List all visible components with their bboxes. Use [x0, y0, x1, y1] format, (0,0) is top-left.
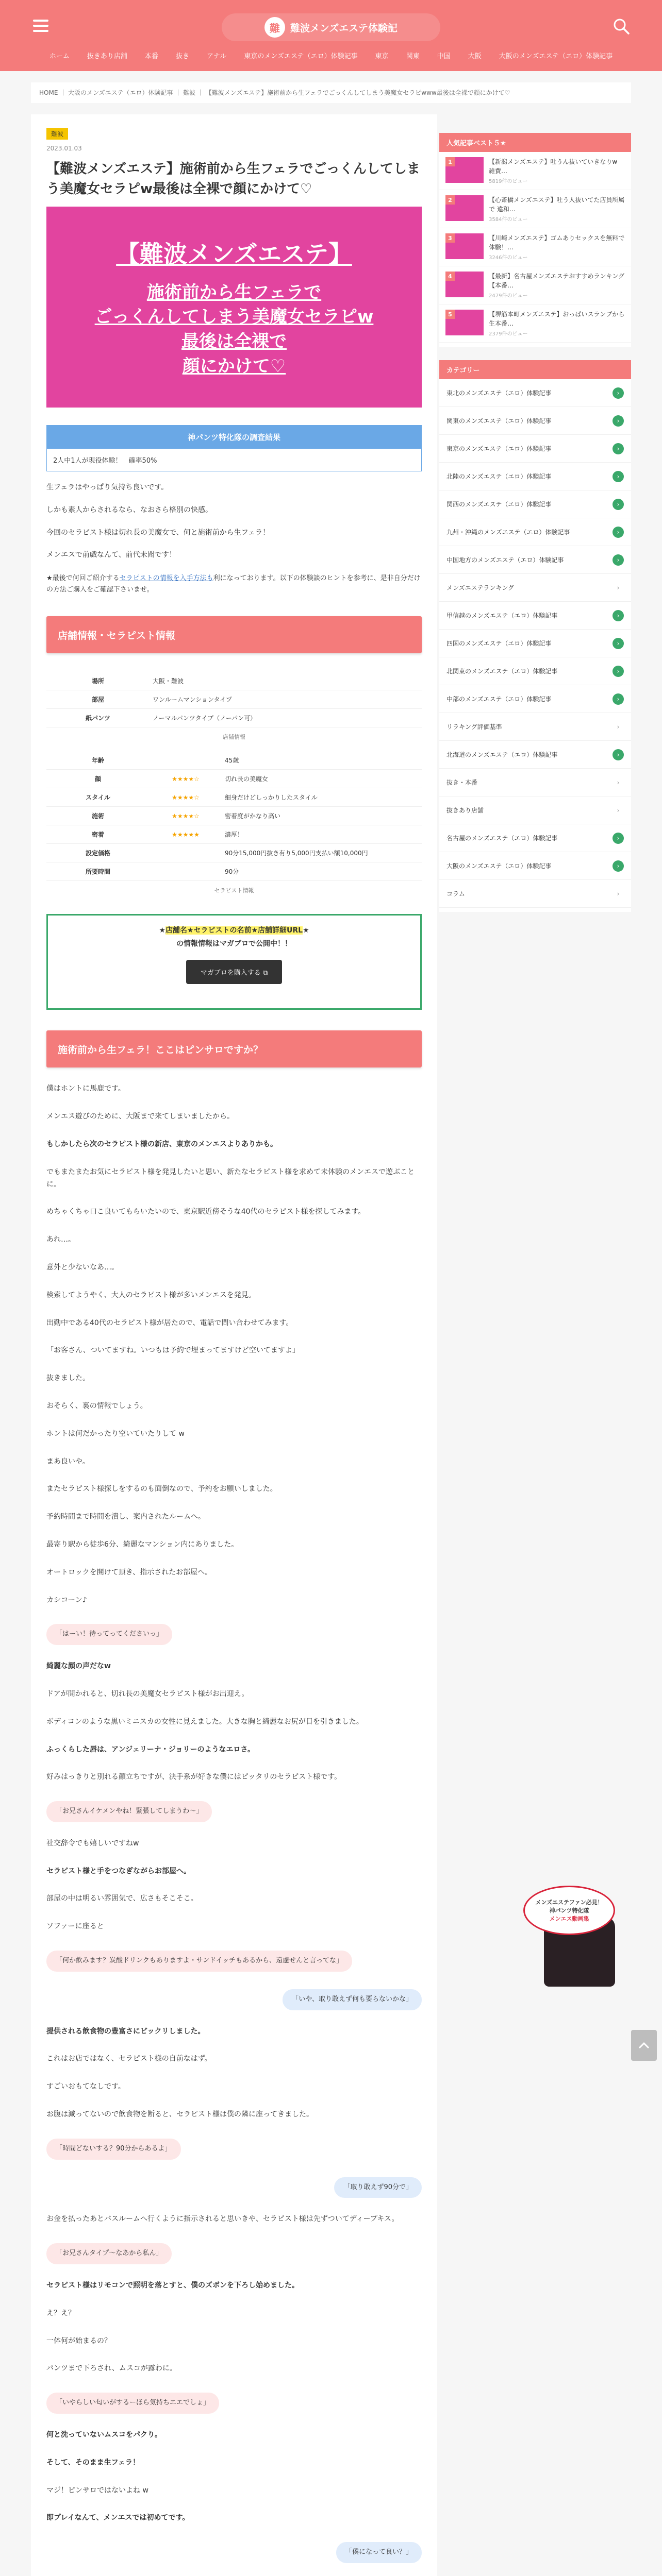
hero-line: 最後は全裸で [181, 331, 287, 352]
widget-title: カテゴリー [439, 360, 631, 379]
rank-number: 2 [445, 195, 455, 205]
note-link[interactable]: セラピストの情報を入手方法も [119, 574, 213, 583]
hero-line: 施術前から生フェラで [146, 282, 322, 303]
therapist-row [46, 844, 422, 862]
chevron-right-icon: › [613, 860, 624, 872]
nav-item[interactable]: 大阪のメンズエステ（エロ）体験記事 [499, 53, 613, 60]
speech-row [46, 1606, 422, 1645]
category-item[interactable] [439, 824, 631, 852]
row-key: 密着 [46, 825, 150, 844]
body-text: あれ…。 [46, 1235, 75, 1244]
row-key: 設定価格 [46, 844, 150, 862]
scroll-top-button[interactable] [631, 2030, 657, 2061]
category-item[interactable] [439, 852, 631, 880]
logo-badge: 難 [264, 17, 285, 38]
ranking-views: 3584件のビュー [489, 217, 528, 223]
body-text: オートロックを開けて頂き、指示されたお部屋へ。 [46, 1568, 212, 1577]
therapist-row [46, 788, 422, 807]
category-item[interactable] [439, 435, 631, 463]
speech-bubble: 「時間どないする？90分からあるよ」 [46, 2139, 181, 2160]
category-badge[interactable]: 難波 [46, 128, 68, 140]
category-item[interactable] [439, 379, 631, 407]
body-text: セラピスト様はリモコンで照明を落とすと、僕のズボンを下ろし始めました。 [46, 2281, 299, 2290]
speech-bubble: 「はーい！待ってってくださいっ」 [46, 1624, 172, 1645]
speech-bubble: 「お兄さんタイプ〜なあから私ん」 [46, 2243, 172, 2264]
row-key: 年齢 [46, 751, 150, 770]
speech-bubble: 「僕になって良い？」 [336, 2542, 422, 2563]
ranking-views: 2379件のビュー [489, 331, 528, 337]
chevron-right-icon: › [617, 584, 620, 591]
row-key: 部屋 [46, 690, 150, 709]
body-text: 抜きました。 [46, 1374, 90, 1383]
buy-magablo-button[interactable] [186, 960, 282, 984]
chevron-right-icon: › [613, 610, 624, 621]
speech-row [46, 2160, 422, 2198]
chevron-right-icon: › [613, 749, 624, 760]
article-main [31, 114, 437, 2576]
body-text: マジ！ピンサロではないよね w [46, 2486, 148, 2495]
speech-row [46, 1972, 422, 2010]
category-item[interactable] [439, 602, 631, 630]
chevron-right-icon: › [617, 723, 620, 731]
chevron-right-icon: › [613, 693, 624, 705]
body-text: でもまたまたお気にセラピスト様を発見したいと思い、新たなセラピスト様を求めて未体験のメンエスで遊ぶことに。 [46, 1167, 415, 1189]
category-item[interactable] [439, 880, 631, 908]
intro-text: しかも素人からされるなら、なおさら格別の快感。 [46, 505, 212, 514]
ranking-thumbnail [445, 310, 484, 335]
ad-line: 神パンツ特化隊 [549, 1907, 589, 1914]
body-text: 検索してようやく、大人のセラピスト様が多いメンエスを発見。 [46, 1291, 256, 1299]
speech-bubble: 「何か飲みます？炭酸ドリンクもありますよ・サンドイッチもあるから、遠慮せんと言ってな」 [46, 1951, 352, 1972]
body-text: メンエス遊びのために、大阪まで来てしまいましたから。 [46, 1112, 234, 1121]
category-label: 関東のメンズエステ（エロ）体験記事 [446, 417, 552, 425]
buy-label: マガブロを購入する [200, 969, 261, 977]
category-label: 東京のメンズエステ（エロ）体験記事 [446, 445, 552, 452]
ranking-item[interactable] [439, 152, 631, 190]
chevron-right-icon: › [613, 638, 624, 649]
intro-text: 今回のセラピスト様は切れ長の美魔女で、何と施術前から生フェラ！ [46, 528, 270, 537]
therapist-row [46, 807, 422, 825]
category-item[interactable] [439, 630, 631, 657]
body-text: カシコーン♪ [46, 1596, 87, 1604]
body-text: 一体何が始まるの？ [46, 2336, 111, 2345]
menu-icon[interactable] [33, 20, 48, 32]
ranking-widget [439, 133, 631, 347]
therapist-row [46, 770, 422, 788]
nav-item[interactable]: 東京 [375, 53, 389, 60]
ranking-thumbnail [445, 157, 484, 183]
chevron-right-icon: › [613, 833, 624, 844]
floating-ad[interactable] [523, 1886, 615, 1987]
body-text: これはお店ではなく、セラピスト様の自前なはず。 [46, 2055, 212, 2063]
category-label: 北関東のメンズエステ（エロ）体験記事 [446, 668, 558, 675]
body-text: 社交辞令でも嬉しいですねw [46, 1839, 139, 1848]
ranking-title: 【心斎橋メンズエステ】吐う人抜いてた店員所属で 違和… [489, 196, 625, 213]
category-label: 関西のメンズエステ（エロ）体験記事 [446, 501, 552, 508]
speech-bubble: 「いや、取り敢えず何も要らないかな」 [283, 1989, 422, 2010]
row-value: ワンルームマンションタイプ [150, 690, 422, 709]
body-text: 意外と少ないなあ…。 [46, 1263, 119, 1272]
speech-row [46, 2226, 422, 2264]
speech-row [46, 2375, 422, 2414]
body-text: 「お客さん、ついてますね。いつもは予約で埋まってますけど空いてますよ」 [46, 1346, 300, 1355]
category-item[interactable] [439, 796, 631, 824]
table-caption: 店舗情報 [223, 734, 245, 741]
rank-number: 1 [445, 157, 455, 166]
rating-stars [150, 844, 222, 862]
ad-line: メンエス動画集 [549, 1916, 589, 1922]
body-text: 提供される飲食物の豊富さにビックリしました。 [46, 2027, 205, 2036]
nav-item[interactable]: 大阪 [468, 53, 482, 60]
body-text: 出勤中である40代のセラピスト様が居たので、電話で問い合わせてみます。 [46, 1318, 293, 1327]
category-label: 名古屋のメンズエステ（エロ）体験記事 [446, 835, 558, 842]
note-text: 利になっております。以下の体験談のヒントを参考に、是非自分だけの方法ご購入をご確認下さいませ。 [46, 574, 421, 594]
category-label: リラキング評価基準 [446, 723, 502, 731]
chevron-right-icon: › [617, 806, 620, 814]
therapist-info-table [46, 751, 422, 881]
category-label: 大阪のメンズエステ（エロ）体験記事 [446, 862, 552, 870]
chevron-right-icon: › [617, 890, 620, 897]
category-item[interactable] [439, 657, 631, 685]
chevron-up-icon [638, 2042, 650, 2049]
ranking-thumbnail [445, 233, 484, 259]
category-item[interactable] [439, 685, 631, 713]
ranking-text [489, 195, 625, 223]
table-caption: セラピスト情報 [214, 887, 254, 894]
nav-item[interactable]: 関東 [406, 53, 420, 60]
row-value: 細身だけどしっかりしたスタイル [222, 788, 422, 807]
ranking-text [489, 233, 625, 261]
body-text: 何と洗っていないムスコをパクり。 [46, 2431, 162, 2439]
category-label: 中国地方のメンズエステ（エロ）体験記事 [446, 556, 564, 564]
banner-line [48, 925, 420, 935]
rank-number: 3 [445, 233, 455, 243]
category-item[interactable] [439, 407, 631, 435]
therapist-row [46, 825, 422, 844]
widget-title: 人気記事ベスト５★ [439, 133, 631, 152]
category-label: 九州・沖縄のメンズエステ（エロ）体験記事 [446, 529, 570, 536]
row-value: 密着度がかなり高い [222, 807, 422, 825]
section-heading: 店舗情報・セラピスト情報 [46, 616, 422, 653]
body-text: 部屋の中は明るい雰囲気で、広さもそこそこ。 [46, 1894, 198, 1903]
survey-box [46, 425, 422, 471]
row-value: 90分15,000円抜き有り5,000円支払い額10,000円 [222, 844, 422, 862]
ranking-thumbnail [445, 195, 484, 221]
body-text: ソファーに座ると [46, 1922, 104, 1931]
speech-bubble: 「取り敢えず90分で」 [334, 2177, 422, 2198]
magablo-banner [46, 914, 422, 1010]
row-value: 大阪・難波 [150, 672, 422, 690]
ranking-views: 5819件のビュー [489, 179, 528, 184]
chevron-right-icon: › [613, 527, 624, 538]
survey-title: 神パンツ特化隊の調査結果 [47, 426, 421, 449]
body-text: ドアが開かれると、切れ長の美魔女セラピスト様がお出迎え。 [46, 1689, 249, 1698]
chevron-right-icon: › [613, 554, 624, 566]
rating-stars [150, 751, 222, 770]
speech-row [46, 1784, 422, 1822]
ad-badge [523, 1886, 615, 1935]
intro-text: メンエスで前戯なんて、前代未聞です！ [46, 551, 176, 560]
body-text: すごいおもてなしです。 [46, 2082, 125, 2091]
ranking-views: 3246件のビュー [489, 255, 528, 261]
row-key: 所要時間 [46, 862, 150, 881]
survey-text: 2人中1人が現役体験！ 確率50% [53, 457, 157, 465]
hero-line: ごっくんしてしまう美魔女セラピw [94, 307, 374, 328]
article-body [46, 1083, 422, 2576]
shop-row [46, 672, 422, 690]
post-date: 2023.01.03 [46, 145, 82, 152]
body-text: え？え？ [46, 2309, 75, 2317]
body-text: ボディコンのような黒いミニスカの女性に見えました。大きな胸と綺麗なお尻が目を引きました。 [46, 1717, 363, 1726]
category-item[interactable] [439, 713, 631, 741]
row-value: 濃厚！ [222, 825, 422, 844]
category-label: 甲信越のメンズエステ（エロ）体験記事 [446, 612, 558, 619]
shop-row [46, 709, 422, 727]
category-label: 東北のメンズエステ（エロ）体験記事 [446, 389, 552, 397]
nav-item[interactable]: 東京のメンズエステ（エロ）体験記事 [244, 53, 358, 60]
body-text: パンツまで下ろされ、ムスコが露わに。 [46, 2364, 177, 2373]
logo-text: 難波メンズエステ体験記 [290, 22, 398, 34]
chevron-right-icon: › [613, 499, 624, 510]
therapist-row [46, 751, 422, 770]
shop-row [46, 690, 422, 709]
chevron-right-icon: › [613, 387, 624, 399]
site-logo[interactable] [222, 13, 440, 41]
row-key: スタイル [46, 788, 150, 807]
row-key: 紙パンツ [46, 709, 150, 727]
category-label: 北陸のメンズエステ（エロ）体験記事 [446, 473, 552, 480]
ranking-text [489, 272, 625, 299]
sidebar [439, 133, 631, 925]
ranking-thumbnail [445, 272, 484, 297]
note-text: ★最後で何回ご紹介する [46, 574, 120, 583]
ad-line: メンズエステファン必見！ [535, 1899, 603, 1906]
therapist-row [46, 862, 422, 881]
row-key: 顔 [46, 770, 150, 788]
speech-row [46, 2563, 422, 2576]
category-label: 中部のメンズエステ（エロ）体験記事 [446, 696, 552, 703]
breadcrumb[interactable]: HOME ｜ 大阪のメンズエステ（エロ）体験記事 ｜ 難波 ｜ 【難波メンズエステ】施術前から生フェラでごっくんしてしまう美魔女セラピwww最後は全裸で顔にかけて♡ [31, 82, 631, 103]
category-item[interactable] [439, 574, 631, 602]
body-text: おそらく、裏の情報でしょう。 [46, 1401, 147, 1410]
body-text: ふっくらした唇は、アンジェリーナ・ジョリーのようなエロさ。 [46, 1745, 255, 1754]
nav-item[interactable]: 中国 [437, 53, 451, 60]
category-item[interactable] [439, 769, 631, 796]
ranking-title: 【新潟メンズエステ】吐うん抜いていきなりw 雑費… [489, 158, 618, 175]
intro-text: 生フェラはやっぱり気持ち良いです。 [46, 483, 169, 492]
category-label: 北海道のメンズエステ（エロ）体験記事 [446, 751, 558, 758]
category-label: 四国のメンズエステ（エロ）体験記事 [446, 640, 552, 647]
chevron-right-icon: › [617, 778, 620, 786]
section-heading: 施術前から生フェラ！ここはピンサロですか？ [46, 1030, 422, 1067]
body-text: 即プレイなんて、メンエスでは初めてです。 [46, 2514, 190, 2522]
ranking-item[interactable] [439, 266, 631, 304]
chevron-right-icon: › [613, 443, 624, 454]
shop-info-table [46, 672, 422, 727]
body-text: お金を払ったあとバスルームへ行くように指示されると思いきや、セラピスト様は先ずついてディープキス。 [46, 2215, 399, 2224]
ranking-title: 【川崎メンズエステ】ゴムありセックスを無料で体験！… [489, 234, 625, 251]
rank-number: 5 [445, 310, 455, 319]
rating-stars: ★★★★☆ [150, 788, 222, 807]
hero-line: 顔にかけて♡ [182, 355, 286, 377]
row-value: 切れ長の美魔女 [222, 770, 422, 788]
category-item[interactable] [439, 546, 631, 574]
category-item[interactable] [439, 518, 631, 546]
nav-item[interactable]: 抜き [175, 53, 189, 60]
ranking-item[interactable] [439, 304, 631, 343]
banner-subline: の情報情報はマガブロで公開中！！ [176, 940, 292, 948]
nav-item[interactable]: アナル [206, 53, 227, 60]
row-value: 45歳 [222, 751, 422, 770]
chevron-right-icon: › [613, 471, 624, 482]
nav-item[interactable]: 抜きあり店舗 [87, 53, 127, 60]
speech-row [46, 1933, 422, 1972]
speech-row [46, 2524, 422, 2563]
body-text: ホントは何だかったり空いていたりして w [46, 1429, 185, 1438]
category-label: コラム [446, 890, 465, 897]
rating-stars: ★★★★★ [150, 825, 222, 844]
intro-note [46, 573, 422, 596]
category-label: 抜き・本番 [446, 779, 478, 786]
global-nav [0, 50, 662, 65]
ranking-text [489, 310, 625, 337]
chevron-right-icon: › [613, 666, 624, 677]
row-key: 施術 [46, 807, 150, 825]
hero-title: 【難波メンズエステ】 [116, 240, 352, 268]
body-text: めちゃくちゃ口こ良いてもらいたいので、東京駅近傍そうな40代のセラピスト様を探してみます。 [46, 1208, 366, 1216]
ranking-title: 【最新】名古屋メンズエステおすすめランキング【本番… [489, 273, 625, 289]
ranking-title: 【堺筋本町メンズエステ】おっぱいスランプから生本番… [489, 311, 625, 327]
banner-star: ★ [303, 926, 309, 935]
row-value: ノーマルパンツタイプ（ノーパン可） [150, 709, 422, 727]
banner-star: ★ [159, 926, 166, 935]
speech-row [46, 2121, 422, 2160]
article-title: 【難波メンズエステ】施術前から生フェラでごっくんしてしまう美魔女セラピw最後は全裸で顔にかけて♡ [46, 161, 420, 197]
rank-number: 4 [445, 272, 455, 281]
nav-item[interactable]: ホーム [49, 53, 70, 60]
speech-bubble: 「お兄さんイケメンやね！緊張してしまうわ〜」 [46, 1801, 212, 1822]
ranking-item[interactable] [439, 228, 631, 266]
category-item[interactable] [439, 490, 631, 518]
row-key: 場所 [46, 672, 150, 690]
body-text: 予約時間まで時間を潰し、案内されたルームへ。 [46, 1513, 205, 1521]
body-text: まあ良いや。 [46, 1457, 90, 1466]
rating-stars: ★★★★☆ [150, 770, 222, 788]
speech-bubble: 「いやらしい匂いがするーほら気持ちエエでしょ」 [46, 2393, 219, 2414]
ranking-item[interactable] [439, 190, 631, 228]
body-text: そして、そのまま生フェラ！ [46, 2458, 140, 2467]
hero-image [46, 207, 422, 408]
category-widget [439, 360, 631, 912]
body-text: 好みはっきりと別れる顔立ちですが、決手系が好きな僕にはピッタリのセラピスト様です。 [46, 1773, 342, 1782]
category-label: 抜きあり店舗 [446, 807, 484, 814]
body-text: 僕はホントに馬鹿です。 [46, 1084, 125, 1093]
ranking-views: 2479件のビュー [489, 293, 528, 299]
category-item[interactable] [439, 463, 631, 490]
body-text: 最寄り駅から徒歩6分、綺麗なマンション内にありました。 [46, 1540, 239, 1549]
search-icon[interactable] [613, 18, 630, 35]
body-text: またセラピスト様探しをするのも面倒なので、予約をお願いしました。 [46, 1485, 277, 1494]
category-item[interactable] [439, 741, 631, 769]
banner-highlight: 店舗名★セラピストの名前★店舗詳細URL [165, 926, 303, 935]
external-link-icon: ⧉ [262, 969, 268, 977]
body-text: お腹は減ってないので飲食物を断ると、セラピスト様は僕の隣に座ってきました。 [46, 2110, 313, 2119]
body-text: 綺麗な顔の声だなw [46, 1662, 111, 1671]
rating-stars [150, 862, 222, 881]
chevron-right-icon: › [613, 415, 624, 427]
body-text: もしかしたら次のセラピスト様の新店、東京のメンエスよりありかも。 [46, 1140, 277, 1148]
body-text: セラピスト様と手をつなぎながらお部屋へ。 [46, 1867, 191, 1875]
row-value: 90分 [222, 862, 422, 881]
ranking-text [489, 157, 625, 184]
category-label: メンズエステランキング [446, 584, 515, 591]
rating-stars: ★★★★☆ [150, 807, 222, 825]
site-header [0, 0, 662, 71]
nav-item[interactable]: 本番 [144, 53, 158, 60]
